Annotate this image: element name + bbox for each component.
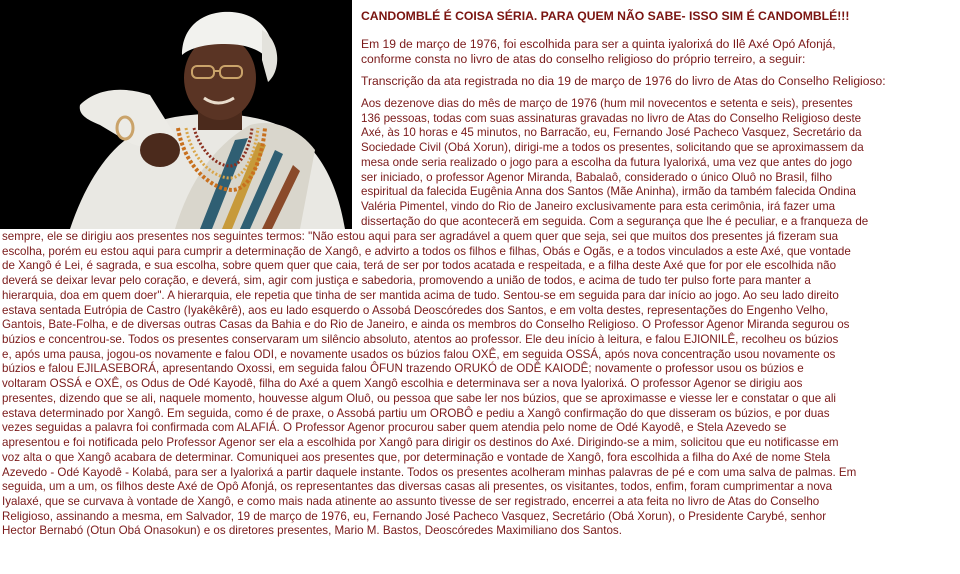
body-line: de Xangô é Lei, é sagrada, e sua escolha, sobre quem quer que caia, terá de ser por todos acatada e respeitada, e a filha deste Axé que for por ele escolhida não	[2, 259, 837, 273]
body-line: 136 pessoas, todas com suas assinaturas gravadas no livro de Atas do Conselho Religioso deste	[361, 111, 862, 125]
body-line: Gantois, Bate-Folha, e de diversas outras Casas da Bahia e do Rio de Janeiro, e ainda os membros do Conselho Religioso. O Professor Agenor Miranda segurou os	[2, 318, 850, 332]
page-title: CANDOMBLÉ É COISA SÉRIA. PARA QUEM NÃO SABE- ISSO SIM É CANDOMBLÉ!!!	[361, 9, 850, 23]
intro-line: Em 19 de março de 1976, foi escolhida para ser a quinta iyalorixá do Ilê Axé Opó Afonjá,	[361, 37, 836, 51]
body-line: estava sentada Eutrópia de Castro (Iyakêkêrê), aos eu lado esquerdo o Assobá Deoscóredes dos Santos, e em volta destes, representações do Engenho Velho,	[2, 303, 829, 317]
body-line: escolha, porém eu estou aqui para cumprir a determinação de Xangô, e advirto a todos os filhos e filhas, Obás e Ogãs, e a todos vinculados a este Axé, que vontade	[2, 244, 851, 258]
body-line: ser iniciado, o professor Agenor Miranda, Babalaô, considerado o único Oluô no Brasil, filho	[361, 170, 833, 184]
body-line: estava determinado por Xangô. Em seguida, como é de praxe, o Assobá partiu um OROBÔ e pediu a Xangô confirmação do que disseram os búzios, e por duas	[2, 406, 830, 420]
body-line: e, após uma pausa, jogou-os novamente e falou ODI, e novamente usados os búzios falou OXÊ, em seguida OSSÁ, após nova concentração usou novamente os	[2, 347, 836, 361]
body-line: Religioso, assinando a mesma, em Salvador, 19 de março de 1976, eu, Fernando José Pacheco Vasquez, Secretário (Obá Xorun), o Presidente Carybé, senhor	[2, 509, 827, 523]
body-line: Axé, às 10 horas e 45 minutos, no Barracão, eu, Fernando José Pacheco Vasquez, Secretário da	[361, 126, 862, 140]
body-line: sempre, ele se dirigiu aos presentes nos seguintes termos: "Não estou aqui para ser agradável a quem quer que seja, sei que muitos dos presentes já fizeram sua	[2, 230, 839, 243]
body-line: Azevedo - Odé Kayodê - Kolabá, para ser a Iyalorixá a partir daquele instante. Todos os presentes acolheram minhas palavras de pé e com uma salva de palmas. Em	[2, 465, 857, 479]
transcript-heading: Transcrição da ata registrada no dia 19 de março de 1976 do livro de Atas do Conselho Religioso:	[361, 74, 886, 88]
body-line: voltaram OSSÁ e OXÊ, os Odus de Odé Kayodê, filha do Axé a quem Xangô escolhia e determinava ser a nova Iyalorixá. O professor Agenor se dirigiu aos	[2, 377, 803, 391]
intro-paragraph	[361, 37, 951, 66]
transcript-body-top	[361, 97, 956, 229]
body-line: espiritual da falecida Eugênia Anna dos Santos (Mãe Aninha), irmão da também falecida Ondina	[361, 185, 856, 199]
intro-line: conforme consta no livro de atas do conselho religioso do próprio terreiro, a seguir:	[361, 51, 806, 66]
body-line: mesa onde seria realizado o jogo para a escolha da futura Iyalorixá, uma vez que antes do jogo	[361, 155, 853, 169]
body-line: seguida, um a um, os filhos deste Axé de Opô Afonjá, os representantes das diversas casas ali presentes, os visitantes, todos, enfim, foram cumprimentar a nova	[2, 480, 833, 494]
body-line: apresentou e foi notificada pelo Professor Agenor ser ela a escolhida por Xangô para dirigir os destinos do Axé. Dirigindo-se a mim, solicitou que eu notificasse em	[2, 436, 839, 450]
body-line: Sociedade Civil (Obá Xorun), dirigi-me a todos os presentes, solicitando que se aproximassem da	[361, 141, 864, 155]
body-line: hierarquia, doa em quem doer". A hierarquia, ele repetia que tinha de ser mantida acima de tudo. Sentou-se em seguida para dar início ao jogo. Ao seu lado direito	[2, 288, 839, 302]
body-line: voz alta o que Xangô acabara de determinar. Comuniquei aos presentes que, por determinação e vontade de Xangô, fora escolhida a filha do Axé de nome Stela	[2, 450, 831, 464]
body-line: vezes seguidas a palavra foi confirmada com ALAFIÁ. O Professor Agenor procurou saber quem atendia pelo nome de Odé Kayodê, e Stela Azevedo se	[2, 421, 787, 435]
body-line: Iyalaxé, que se curvava à vontade de Xangô, e como mais nada atinente ao assunto tivesse de ser registrado, encerrei a ata feita no livro de Atas do Conselho	[2, 494, 820, 508]
body-line: búzios e falou EJILASEBORÁ, apresentando Oxossi, em seguida falou ÔFUN trazendo ORUKÓ de ODÊ KAIODÊ; novamente o professor usou os búzios e	[2, 362, 804, 376]
body-line: deverá se deixar levar pelo coração, e deverá, sim, agir com justiça e sabedoria, promovendo a união de todos, e acima de tudo ter pulso forte para manter a	[2, 274, 811, 288]
transcript-body-full	[2, 230, 958, 539]
body-line: Hector Bernabó (Otun Obá Onasokun) e os diretores presentes, Mario M. Bastos, Deoscóredes Maximiliano dos Santos.	[2, 524, 622, 538]
body-line: presentes, dizendo que se ali, naquele momento, houvesse algum Oluô, ou pessoa que sabe ler nos búzios, que se aproximasse e viesse ler e constatar o que ali	[2, 391, 836, 405]
portrait-photo	[0, 0, 352, 229]
body-line: Valéria Pimentel, vindo do Rio de Janeiro exclusivamente para esta cerimônia, irá fazer uma	[361, 200, 836, 214]
body-line: búzios e concentrou-se. Todos os presentes conservaram um silêncio absoluto, atentos ao professor. Ele deu início à leitura, e falou EJIONILÊ, recolheu os búzios	[2, 333, 839, 347]
body-line: Aos dezenove dias do mês de março de 1976 (hum mil novecentos e setenta e seis), presentes	[361, 97, 853, 110]
portrait-illustration	[0, 0, 352, 229]
body-line: dissertação do que aconteceră em seguida. Com a segurança que lhe é peculiar, e a franqueza de	[361, 214, 869, 228]
